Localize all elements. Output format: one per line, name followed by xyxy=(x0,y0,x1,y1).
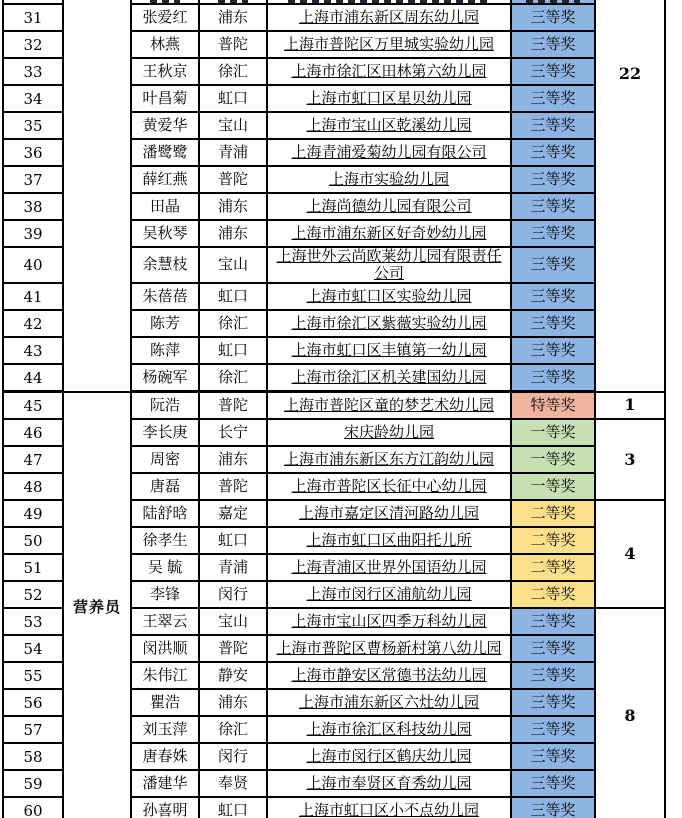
name-cell: 闵洪顺 xyxy=(131,635,199,662)
school-cell xyxy=(267,166,511,193)
school-name-text: 上海市虹口区曲阳托儿所 xyxy=(306,532,472,549)
name-cell: 唐磊 xyxy=(131,473,199,500)
row-number-cell: 41 xyxy=(3,283,63,310)
school-name-text: 上海市虹口区小不点幼儿园 xyxy=(298,802,479,818)
category-cell-merged xyxy=(63,0,131,392)
count-cell-merged: 22 xyxy=(595,0,665,392)
district-cell: 徐汇 xyxy=(199,310,267,337)
table-row xyxy=(3,392,665,420)
school-cell xyxy=(267,797,511,818)
district-cell: 青浦 xyxy=(199,139,267,166)
name-cell: 阮浩 xyxy=(131,392,199,420)
school-name-text: 上海青浦爱菊幼儿园有限公司 xyxy=(291,144,487,161)
school-cell xyxy=(267,247,511,283)
award-cell: 一等奖 xyxy=(511,446,595,473)
row-number-cell: 45 xyxy=(3,392,63,420)
school-cell xyxy=(267,419,511,446)
name-cell: 徐孝生 xyxy=(131,527,199,554)
name-cell: 吴 毓 xyxy=(131,554,199,581)
row-number-cell: 55 xyxy=(3,662,63,689)
district-cell: 徐汇 xyxy=(199,716,267,743)
row-number-cell: 36 xyxy=(3,139,63,166)
award-cell: 三等奖 xyxy=(511,85,595,112)
district-cell: 虹口 xyxy=(199,527,267,554)
row-number-cell: 51 xyxy=(3,554,63,581)
row-number-cell: 34 xyxy=(3,85,63,112)
row-number-cell: 50 xyxy=(3,527,63,554)
school-name-text: 上海市浦东新区周东幼儿园 xyxy=(298,9,479,26)
district-cell: 虹口 xyxy=(199,85,267,112)
award-cell: 三等奖 xyxy=(511,337,595,364)
school-cell xyxy=(267,770,511,797)
row-number-cell: 33 xyxy=(3,58,63,85)
row-number-cell: 57 xyxy=(3,716,63,743)
district-cell: 浦东 xyxy=(199,689,267,716)
name-cell: 杨碗军 xyxy=(131,364,199,392)
clipped-text-remnant xyxy=(150,0,180,3)
name-cell: 瞿浩 xyxy=(131,689,199,716)
award-cell: 三等奖 xyxy=(511,689,595,716)
school-cell xyxy=(267,283,511,310)
school-cell xyxy=(267,662,511,689)
name-cell: 周密 xyxy=(131,446,199,473)
name-cell: 唐春姝 xyxy=(131,743,199,770)
school-name-text: 上海市闵行区鹤庆幼儿园 xyxy=(306,748,472,765)
school-name-text: 上海市普陀区曹杨新村第八幼儿园 xyxy=(276,640,502,657)
row-number-cell: 56 xyxy=(3,689,63,716)
school-name-text: 上海市徐汇区机关建国幼儿园 xyxy=(291,369,487,386)
school-cell xyxy=(267,473,511,500)
award-cell: 三等奖 xyxy=(511,608,595,635)
name-cell: 王秋京 xyxy=(131,58,199,85)
school-cell xyxy=(267,554,511,581)
row-number-cell: 59 xyxy=(3,770,63,797)
school-name-text: 上海市普陀区万里城实验幼儿园 xyxy=(283,36,494,53)
award-cell: 特等奖 xyxy=(511,392,595,420)
award-cell: 三等奖 xyxy=(511,139,595,166)
school-cell xyxy=(267,689,511,716)
name-cell: 余慧枝 xyxy=(131,247,199,283)
district-cell: 宝山 xyxy=(199,112,267,139)
district-cell: 宝山 xyxy=(199,247,267,283)
name-cell: 田晶 xyxy=(131,193,199,220)
award-cell: 三等奖 xyxy=(511,364,595,392)
row-number-cell: 43 xyxy=(3,337,63,364)
name-cell: 张爱红 xyxy=(131,4,199,31)
district-cell: 长宁 xyxy=(199,419,267,446)
row-number-cell: 42 xyxy=(3,310,63,337)
row-number-cell: 52 xyxy=(3,581,63,608)
district-cell: 虹口 xyxy=(199,337,267,364)
row-number-cell: 44 xyxy=(3,364,63,392)
row-number-cell: 32 xyxy=(3,31,63,58)
name-cell: 王翠云 xyxy=(131,608,199,635)
school-cell xyxy=(267,635,511,662)
school-cell xyxy=(267,220,511,247)
school-name-text: 上海青浦区世界外国语幼儿园 xyxy=(291,559,487,576)
school-name-text: 上海市静安区常德书法幼儿园 xyxy=(291,667,487,684)
award-cell: 三等奖 xyxy=(511,716,595,743)
award-cell: 一等奖 xyxy=(511,473,595,500)
name-cell: 陈萍 xyxy=(131,337,199,364)
school-name-text: 上海市闵行区浦航幼儿园 xyxy=(306,586,472,603)
district-cell: 浦东 xyxy=(199,220,267,247)
name-cell: 李锋 xyxy=(131,581,199,608)
award-cell: 三等奖 xyxy=(511,283,595,310)
award-cell: 三等奖 xyxy=(511,193,595,220)
school-name-text: 上海市奉贤区育秀幼儿园 xyxy=(306,775,472,792)
district-cell: 闵行 xyxy=(199,743,267,770)
school-cell xyxy=(267,85,511,112)
district-cell: 普陀 xyxy=(199,473,267,500)
district-cell: 虹口 xyxy=(199,283,267,310)
district-cell: 闵行 xyxy=(199,581,267,608)
name-cell: 林燕 xyxy=(131,31,199,58)
row-number-cell: 38 xyxy=(3,193,63,220)
school-cell xyxy=(267,743,511,770)
clipped-text-remnant xyxy=(526,0,580,3)
school-cell xyxy=(267,608,511,635)
district-cell: 普陀 xyxy=(199,635,267,662)
award-cell: 三等奖 xyxy=(511,247,595,283)
count-cell-merged: 3 xyxy=(595,419,665,500)
district-cell: 浦东 xyxy=(199,4,267,31)
school-cell xyxy=(267,337,511,364)
row-number-cell: 53 xyxy=(3,608,63,635)
district-cell: 普陀 xyxy=(199,392,267,420)
school-name-text: 宋庆龄幼儿园 xyxy=(343,424,434,441)
district-cell: 奉贤 xyxy=(199,770,267,797)
district-cell: 普陀 xyxy=(199,31,267,58)
award-cell: 三等奖 xyxy=(511,4,595,31)
row-number-cell: 54 xyxy=(3,635,63,662)
name-cell: 吴秋琴 xyxy=(131,220,199,247)
school-cell xyxy=(267,58,511,85)
name-cell: 朱蓓蓓 xyxy=(131,283,199,310)
awards-table xyxy=(2,0,666,818)
award-cell: 三等奖 xyxy=(511,58,595,85)
row-number-cell: 47 xyxy=(3,446,63,473)
school-cell xyxy=(267,527,511,554)
school-name-text: 上海市徐汇区紫薇实验幼儿园 xyxy=(291,315,487,332)
school-name-text: 上海市徐汇区科技幼儿园 xyxy=(306,721,472,738)
school-name-text: 上海市浦东新区六灶幼儿园 xyxy=(298,694,479,711)
school-cell xyxy=(267,310,511,337)
award-cell: 二等奖 xyxy=(511,554,595,581)
name-cell: 孙喜明 xyxy=(131,797,199,818)
school-name-text: 上海市普陀区长征中心幼儿园 xyxy=(291,478,487,495)
school-name-text: 上海市普陀区童的梦艺术幼儿园 xyxy=(283,397,494,414)
clipped-text-remnant xyxy=(288,0,490,3)
name-cell: 刘玉萍 xyxy=(131,716,199,743)
school-name-text: 上海市实验幼儿园 xyxy=(328,171,449,188)
school-cell xyxy=(267,716,511,743)
district-cell: 静安 xyxy=(199,662,267,689)
row-number-cell: 31 xyxy=(3,4,63,31)
award-cell: 三等奖 xyxy=(511,797,595,818)
row-number-cell: 60 xyxy=(3,797,63,818)
school-cell xyxy=(267,31,511,58)
name-cell: 朱伟江 xyxy=(131,662,199,689)
award-cell: 三等奖 xyxy=(511,112,595,139)
row-number-cell: 39 xyxy=(3,220,63,247)
name-cell: 潘建华 xyxy=(131,770,199,797)
district-cell: 浦东 xyxy=(199,446,267,473)
award-cell: 一等奖 xyxy=(511,419,595,446)
school-name-text: 上海世外云尚欧莱幼儿园有限责任公司 xyxy=(276,248,502,282)
district-cell: 宝山 xyxy=(199,608,267,635)
row-number-cell: 40 xyxy=(3,247,63,283)
award-cell: 三等奖 xyxy=(511,635,595,662)
name-cell: 李长庚 xyxy=(131,419,199,446)
school-name-text: 上海市浦东新区好奇妙幼儿园 xyxy=(291,225,487,242)
district-cell: 嘉定 xyxy=(199,500,267,527)
award-cell: 三等奖 xyxy=(511,220,595,247)
school-cell xyxy=(267,392,511,420)
name-cell: 潘鹭鹭 xyxy=(131,139,199,166)
district-cell: 虹口 xyxy=(199,797,267,818)
school-name-text: 上海市宝山区四季万科幼儿园 xyxy=(291,613,487,630)
award-cell: 二等奖 xyxy=(511,581,595,608)
district-cell: 徐汇 xyxy=(199,364,267,392)
row-number-cell: 35 xyxy=(3,112,63,139)
count-cell-merged: 8 xyxy=(595,608,665,818)
school-cell xyxy=(267,193,511,220)
school-name-text: 上海尚德幼儿园有限公司 xyxy=(306,198,472,215)
row-number-cell: 48 xyxy=(3,473,63,500)
award-cell: 二等奖 xyxy=(511,500,595,527)
school-cell xyxy=(267,4,511,31)
row-number-cell: 49 xyxy=(3,500,63,527)
clipped-text-remnant xyxy=(218,0,248,3)
district-cell: 青浦 xyxy=(199,554,267,581)
name-cell: 陆舒晗 xyxy=(131,500,199,527)
district-cell: 徐汇 xyxy=(199,58,267,85)
school-name-text: 上海市虹口区星贝幼儿园 xyxy=(306,90,472,107)
row-number-cell: 37 xyxy=(3,166,63,193)
count-cell-merged: 1 xyxy=(595,392,665,420)
award-cell: 三等奖 xyxy=(511,310,595,337)
award-cell: 二等奖 xyxy=(511,527,595,554)
name-cell: 叶昌菊 xyxy=(131,85,199,112)
school-cell xyxy=(267,364,511,392)
school-name-text: 上海市宝山区乾溪幼儿园 xyxy=(306,117,472,134)
school-name-text: 上海市虹口区丰镇第一幼儿园 xyxy=(291,342,487,359)
school-cell xyxy=(267,139,511,166)
award-cell: 三等奖 xyxy=(511,770,595,797)
school-name-text: 上海市虹口区实验幼儿园 xyxy=(306,288,472,305)
school-name-text: 上海市徐汇区田林第六幼儿园 xyxy=(291,63,487,80)
award-cell: 三等奖 xyxy=(511,31,595,58)
row-number-cell: 58 xyxy=(3,743,63,770)
name-cell: 薛红燕 xyxy=(131,166,199,193)
name-cell: 陈芳 xyxy=(131,310,199,337)
award-cell: 三等奖 xyxy=(511,743,595,770)
award-cell: 三等奖 xyxy=(511,662,595,689)
school-cell xyxy=(267,446,511,473)
award-cell: 三等奖 xyxy=(511,166,595,193)
school-cell xyxy=(267,112,511,139)
district-cell: 普陀 xyxy=(199,166,267,193)
district-cell: 浦东 xyxy=(199,193,267,220)
school-cell xyxy=(267,581,511,608)
count-cell-merged: 4 xyxy=(595,500,665,608)
row-number-cell: 46 xyxy=(3,419,63,446)
school-name-text: 上海市浦东新区东方江韵幼儿园 xyxy=(283,451,494,468)
school-name-text: 上海市嘉定区清河路幼儿园 xyxy=(298,505,479,522)
name-cell: 黄爱华 xyxy=(131,112,199,139)
school-cell xyxy=(267,500,511,527)
category-cell-merged: 营养员 xyxy=(63,392,131,818)
